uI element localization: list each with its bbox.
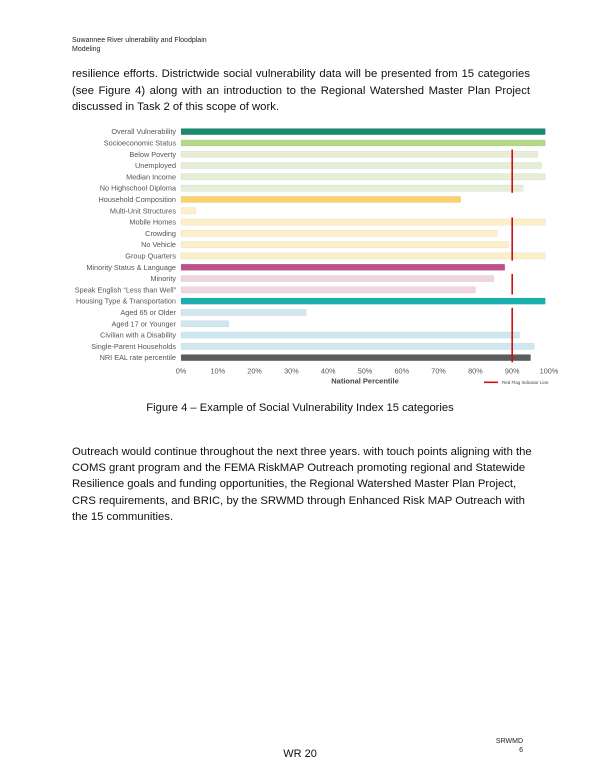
category-label: Group Quarters: [125, 251, 176, 261]
category-label: Overall Vulnerability: [111, 127, 176, 137]
category-label: Speak English “Less than Well”: [74, 285, 176, 295]
category-label: Aged 65 or Older: [120, 307, 176, 317]
svi-bar-chart: [60, 120, 560, 395]
outreach-paragraph: Outreach would continue throughout the next three years. with touch points aligning with the COMS grant program and the FEMA RiskMAP Outreach promoting regional and Statewide Resilience goals and funding opportunities, the Regional Watershed Master Plan Project, CRS requirements, and BRIC, by the SRWMD through Enhanced Risk MAP Outreach with the 15 communities.: [72, 446, 532, 523]
category-label: Housing Type & Transportation: [75, 296, 176, 306]
bar: [181, 174, 545, 180]
bar: [181, 185, 523, 191]
bar: [181, 219, 545, 225]
category-label: Aged 17 or Younger: [111, 319, 176, 329]
category-label: Median Income: [126, 172, 176, 182]
x-tick-label: 30%: [284, 366, 299, 376]
category-label: Below Poverty: [129, 149, 176, 159]
bar: [181, 151, 538, 157]
x-tick-label: 70%: [431, 366, 446, 376]
legend-label: Red Flag Indicator Line: [502, 379, 549, 385]
figure-caption: Figure 4 – Example of Social Vulnerability Index 15 categories: [146, 402, 454, 414]
x-tick-label: 90%: [504, 366, 520, 376]
bar: [181, 298, 545, 304]
x-tick-label: 50%: [357, 366, 373, 376]
x-axis-title: National Percentile: [331, 376, 399, 386]
x-tick-label: 80%: [468, 366, 483, 376]
bar: [181, 287, 475, 293]
x-tick-label: 40%: [320, 366, 336, 376]
running-header: [72, 37, 207, 54]
bar: [181, 208, 196, 214]
bar: [181, 129, 545, 135]
x-tick-label: 60%: [394, 366, 410, 376]
footer-page-number: 6: [519, 746, 523, 754]
bar: [181, 196, 461, 202]
header-title: Suwannee River ulnerability and Floodplain: [72, 37, 207, 44]
bar: [181, 343, 534, 349]
category-label: Civilian with a Disability: [100, 330, 176, 340]
bar: [181, 275, 494, 281]
footer-org-name: SRWMD: [495, 738, 523, 745]
bar: [181, 264, 505, 270]
category-label: Minority Status & Language: [86, 262, 176, 272]
category-label: No Vehicle: [141, 240, 176, 250]
bar: [181, 355, 531, 361]
bar: [181, 253, 545, 259]
category-label: Single-Parent Households: [91, 341, 176, 351]
footer-document-id: WR 20: [283, 748, 317, 760]
category-label: NRI EAL rate percentile: [99, 353, 176, 363]
category-label: Household Composition: [98, 194, 176, 204]
x-tick-label: 10%: [210, 366, 226, 376]
header-subtitle: Modeling: [72, 45, 101, 53]
bar: [181, 242, 509, 248]
category-label: Minority: [150, 274, 176, 284]
category-label: Multi-Unit Structures: [109, 206, 176, 216]
intro-paragraph: resilience efforts. Districtwide social vulnerability data will be presented from 15 categories (see Figure 4) along with an introduction to the Regional Watershed Master Plan Project discussed in Task 2 of this scope of work.: [72, 68, 530, 113]
bar: [181, 332, 520, 338]
category-label: Mobile Homes: [129, 217, 176, 227]
x-tick-label: 100%: [539, 366, 559, 376]
bar: [181, 140, 545, 146]
category-label: Crowding: [145, 228, 176, 238]
bar: [181, 309, 306, 315]
category-label: Socioeconomic Status: [103, 138, 176, 148]
bar: [181, 321, 229, 327]
bar: [181, 230, 497, 236]
bar: [181, 162, 542, 168]
x-tick-label: 20%: [247, 366, 262, 376]
category-label: No Highschool Diploma: [99, 183, 176, 193]
category-label: Unemployed: [135, 161, 176, 171]
x-tick-label: 0%: [175, 366, 187, 376]
